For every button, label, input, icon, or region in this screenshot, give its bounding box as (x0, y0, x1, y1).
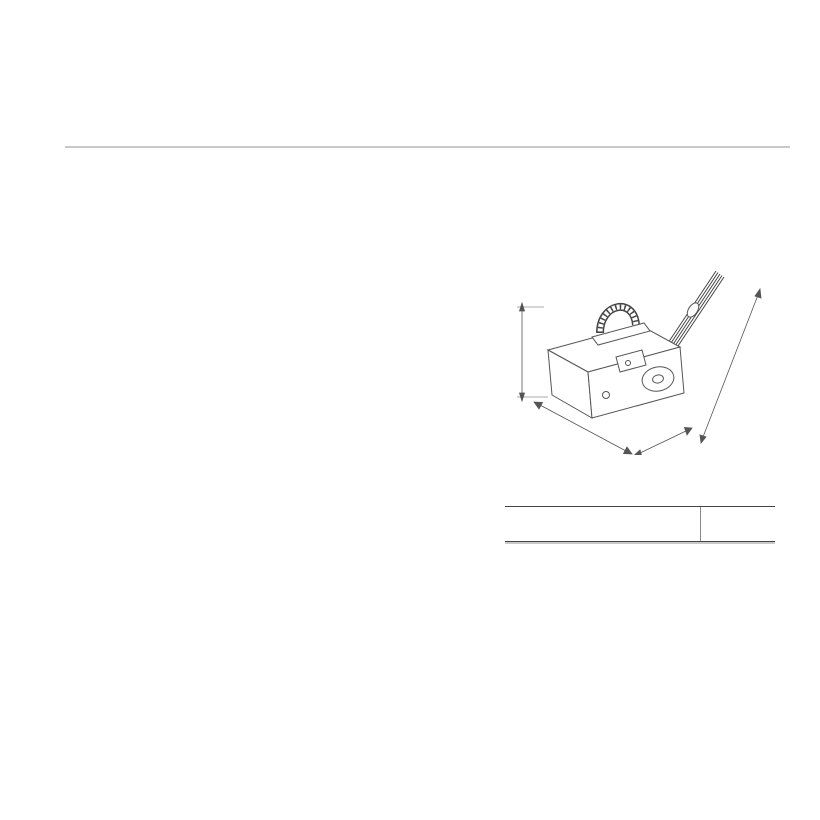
dimensions-table (65, 146, 790, 148)
reduction-unit-header (700, 507, 775, 541)
reduction-table (505, 506, 775, 544)
reduction-table-title (505, 507, 700, 541)
usage-figure-round-bar (280, 505, 480, 677)
reduction-table-header (505, 506, 775, 542)
wll-airgap-chart (58, 262, 253, 457)
usage-figure-plate (60, 505, 260, 677)
reduction-table-body (505, 542, 775, 544)
wll-thickness-chart (283, 262, 478, 457)
model-tpm-drawing (500, 255, 780, 455)
